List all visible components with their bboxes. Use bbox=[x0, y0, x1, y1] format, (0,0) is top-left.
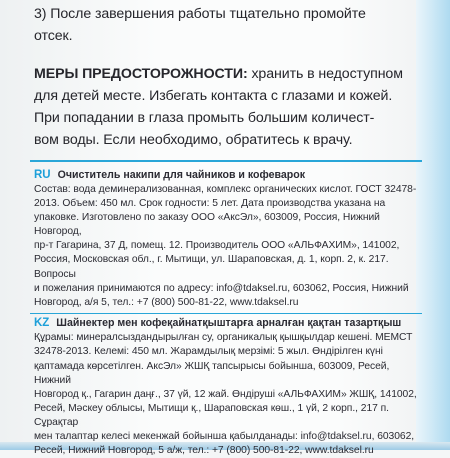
ru-line: Новгород, а/я 5, тел.: +7 (800) 500-81-22, www.tdaksel.ru bbox=[34, 296, 299, 308]
kz-language-tag: KZ bbox=[34, 317, 50, 330]
precautions-line-2: для детей месте. Избегать контакта с глазами и кожей. bbox=[34, 88, 393, 104]
ru-line: пр-т Гагарина, 37 Д, помещ. 12. Производитель ООО «АЛЬФАХИМ», 141002, bbox=[34, 240, 400, 252]
kz-line: Ресей, Нижний Новгород, 5 а/ж, тел.: +7 (800) 500-81-22, www.tdaksel.ru bbox=[34, 445, 374, 457]
usage-step-3-line-2: отсек. bbox=[34, 28, 73, 44]
precautions-heading: МЕРЫ ПРЕДОСТОРОЖНОСТИ: bbox=[34, 66, 248, 82]
kz-title-line bbox=[34, 316, 422, 331]
ru-line: и пожелания принимаются по адресу: info@tdaksel.ru, 603062, Россия, Нижний bbox=[34, 282, 409, 294]
ru-section bbox=[34, 168, 422, 310]
kz-section bbox=[34, 316, 422, 458]
kz-line: қаптамада көрсетілген. АксЭл» ЖШҚ тапсырысы бойынша, 603009, Ресей, Нижний bbox=[34, 360, 390, 386]
kz-line: Құрамы: минералсыздандырылған су, органикалық қышқылдар кешені. МЕМСТ bbox=[34, 332, 413, 344]
precautions-line-1-rest: хранить в недоступном bbox=[251, 66, 403, 82]
precautions-line-1 bbox=[34, 63, 422, 85]
kz-line: Новгород қ., Гагарин даңғ., 37 үй, 12 жай. Өндіруші «АЛЬФАХИМ» ЖШҚ, 141002, bbox=[34, 388, 417, 400]
ru-product-title: Очиститель накипи для чайников и кофеварок bbox=[57, 169, 306, 181]
language-divider bbox=[30, 313, 422, 315]
kz-body bbox=[34, 331, 422, 458]
kz-line: 32478-2013. Келемі: 450 мл. Жарамдылық мерзімі: 5 жыл. Өндірілген күні bbox=[34, 346, 383, 358]
usage-step-3 bbox=[34, 3, 422, 47]
usage-step-3-line-1: 3) После завершения работы тщательно промойте bbox=[34, 6, 366, 22]
ru-body bbox=[34, 183, 422, 310]
ru-line: 2013. Объем: 450 мл. Срок годности: 5 лет. Дата производства указана на bbox=[34, 198, 386, 210]
ru-title-line bbox=[34, 168, 422, 183]
ru-line: Россия, Московская обл., г. Мытищи, ул. Шараповская, д. 1, корп. 2, к. 217. Вопросы bbox=[34, 254, 389, 280]
section-divider bbox=[30, 160, 422, 162]
kz-line: Ресей, Мәскеу облысы, Мытищи қ., Шараповская көш., 1 үй, 2 корп., 217 п. Сұрақтар bbox=[34, 402, 389, 428]
precautions-section bbox=[34, 63, 422, 151]
ru-language-tag: RU bbox=[34, 169, 51, 181]
ru-line: Состав: вода деминерализованная, комплекс органических кислот. ГОСТ 32478- bbox=[34, 184, 417, 195]
precautions-line-3: При попадании в глаза промыть большим количест- bbox=[34, 110, 375, 126]
kz-product-title: Шайнектер мен кофеқайнатқыштарға арналған қақтан тазартқыш bbox=[56, 317, 402, 330]
precautions-line-4: вом воды. Если необходимо, обратитесь к врачу. bbox=[34, 132, 353, 148]
ru-line: упаковке. Изготовлено по заказу ООО «АксЭл», 603009, Россия, Нижний Новгород, bbox=[34, 212, 380, 238]
label-text-block bbox=[34, 0, 422, 458]
kz-line: мен талаптар келесі мекенжай бойынша қабылданады: info@tdaksel.ru, 603062, bbox=[34, 431, 415, 442]
